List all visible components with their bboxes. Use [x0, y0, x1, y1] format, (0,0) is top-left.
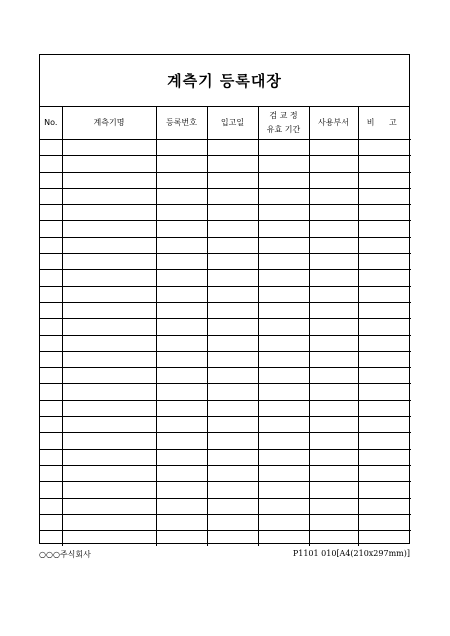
cell-no[interactable]	[40, 384, 62, 400]
cell-no[interactable]	[40, 498, 62, 514]
cell-calibration-period[interactable]	[258, 417, 309, 433]
cell-calibration-period[interactable]	[258, 270, 309, 286]
cell-receipt-date[interactable]	[207, 205, 258, 221]
cell-no[interactable]	[40, 465, 62, 481]
header-calibration-line1: 검 교 정	[269, 111, 298, 120]
cell-department[interactable]	[309, 400, 358, 416]
header-receipt-date: 입고일	[207, 107, 258, 140]
table-row	[40, 319, 411, 335]
cell-remarks[interactable]	[358, 205, 411, 221]
cell-receipt-date[interactable]	[207, 531, 258, 547]
table-row	[40, 351, 411, 367]
cell-registration-no[interactable]	[156, 335, 207, 351]
cell-receipt-date[interactable]	[207, 351, 258, 367]
cell-registration-no[interactable]	[156, 156, 207, 172]
cell-no[interactable]	[40, 319, 62, 335]
cell-receipt-date[interactable]	[207, 156, 258, 172]
cell-no[interactable]	[40, 449, 62, 465]
cell-calibration-period[interactable]	[258, 172, 309, 188]
document-title: 계측기 등록대장	[167, 72, 282, 90]
cell-registration-no[interactable]	[156, 286, 207, 302]
cell-instrument-name[interactable]	[62, 140, 156, 156]
cell-remarks[interactable]	[358, 140, 411, 156]
cell-registration-no[interactable]	[156, 172, 207, 188]
cell-no[interactable]	[40, 188, 62, 204]
header-remarks: 비 고	[358, 107, 411, 140]
cell-calibration-period[interactable]	[258, 433, 309, 449]
cell-calibration-period[interactable]	[258, 498, 309, 514]
cell-calibration-period[interactable]	[258, 156, 309, 172]
cell-calibration-period[interactable]	[258, 465, 309, 481]
cell-calibration-period[interactable]	[258, 188, 309, 204]
cell-department[interactable]	[309, 482, 358, 498]
cell-no[interactable]	[40, 302, 62, 318]
cell-remarks[interactable]	[358, 319, 411, 335]
cell-calibration-period[interactable]	[258, 140, 309, 156]
cell-calibration-period[interactable]	[258, 221, 309, 237]
cell-registration-no[interactable]	[156, 531, 207, 547]
cell-calibration-period[interactable]	[258, 449, 309, 465]
cell-receipt-date[interactable]	[207, 482, 258, 498]
cell-instrument-name[interactable]	[62, 449, 156, 465]
cell-department[interactable]	[309, 465, 358, 481]
cell-receipt-date[interactable]	[207, 237, 258, 253]
table-row	[40, 156, 411, 172]
cell-remarks[interactable]	[358, 368, 411, 384]
cell-instrument-name[interactable]	[62, 335, 156, 351]
cell-receipt-date[interactable]	[207, 400, 258, 416]
table-row	[40, 221, 411, 237]
table-row	[40, 498, 411, 514]
header-calibration-period	[258, 107, 309, 140]
cell-instrument-name[interactable]	[62, 270, 156, 286]
cell-receipt-date[interactable]	[207, 188, 258, 204]
cell-no[interactable]	[40, 351, 62, 367]
cell-no[interactable]	[40, 237, 62, 253]
cell-remarks[interactable]	[358, 531, 411, 547]
cell-department[interactable]	[309, 140, 358, 156]
cell-calibration-period[interactable]	[258, 384, 309, 400]
cell-receipt-date[interactable]	[207, 172, 258, 188]
cell-remarks[interactable]	[358, 221, 411, 237]
cell-department[interactable]	[309, 514, 358, 530]
cell-instrument-name[interactable]	[62, 188, 156, 204]
cell-remarks[interactable]	[358, 351, 411, 367]
cell-no[interactable]	[40, 335, 62, 351]
cell-department[interactable]	[309, 156, 358, 172]
cell-remarks[interactable]	[358, 188, 411, 204]
cell-calibration-period[interactable]	[258, 205, 309, 221]
cell-remarks[interactable]	[358, 417, 411, 433]
cell-registration-no[interactable]	[156, 433, 207, 449]
cell-calibration-period[interactable]	[258, 531, 309, 547]
cell-registration-no[interactable]	[156, 302, 207, 318]
cell-no[interactable]	[40, 270, 62, 286]
cell-calibration-period[interactable]	[258, 368, 309, 384]
cell-no[interactable]	[40, 433, 62, 449]
cell-receipt-date[interactable]	[207, 302, 258, 318]
table-row	[40, 368, 411, 384]
cell-remarks[interactable]	[358, 514, 411, 530]
cell-instrument-name[interactable]	[62, 221, 156, 237]
table-row	[40, 465, 411, 481]
cell-receipt-date[interactable]	[207, 465, 258, 481]
cell-receipt-date[interactable]	[207, 286, 258, 302]
cell-registration-no[interactable]	[156, 465, 207, 481]
cell-calibration-period[interactable]	[258, 351, 309, 367]
cell-receipt-date[interactable]	[207, 368, 258, 384]
table-row	[40, 417, 411, 433]
table-row	[40, 205, 411, 221]
cell-department[interactable]	[309, 335, 358, 351]
ledger-body	[40, 140, 411, 547]
cell-receipt-date[interactable]	[207, 221, 258, 237]
cell-calibration-period[interactable]	[258, 514, 309, 530]
cell-calibration-period[interactable]	[258, 302, 309, 318]
cell-instrument-name[interactable]	[62, 465, 156, 481]
cell-remarks[interactable]	[358, 286, 411, 302]
cell-receipt-date[interactable]	[207, 254, 258, 270]
cell-department[interactable]	[309, 417, 358, 433]
cell-no[interactable]	[40, 368, 62, 384]
cell-instrument-name[interactable]	[62, 417, 156, 433]
cell-receipt-date[interactable]	[207, 384, 258, 400]
cell-department[interactable]	[309, 270, 358, 286]
table-row	[40, 254, 411, 270]
cell-receipt-date[interactable]	[207, 514, 258, 530]
cell-remarks[interactable]	[358, 302, 411, 318]
cell-department[interactable]	[309, 188, 358, 204]
cell-instrument-name[interactable]	[62, 319, 156, 335]
cell-no[interactable]	[40, 254, 62, 270]
cell-instrument-name[interactable]	[62, 368, 156, 384]
cell-remarks[interactable]	[358, 270, 411, 286]
cell-remarks[interactable]	[358, 237, 411, 253]
cell-remarks[interactable]	[358, 172, 411, 188]
table-row	[40, 140, 411, 156]
cell-registration-no[interactable]	[156, 221, 207, 237]
cell-department[interactable]	[309, 286, 358, 302]
cell-no[interactable]	[40, 221, 62, 237]
cell-department[interactable]	[309, 498, 358, 514]
header-calibration-line2: 유효 기간	[266, 125, 301, 134]
cell-receipt-date[interactable]	[207, 319, 258, 335]
cell-receipt-date[interactable]	[207, 270, 258, 286]
cell-receipt-date[interactable]	[207, 449, 258, 465]
table-row	[40, 400, 411, 416]
cell-calibration-period[interactable]	[258, 335, 309, 351]
cell-registration-no[interactable]	[156, 205, 207, 221]
table-row	[40, 270, 411, 286]
cell-no[interactable]	[40, 140, 62, 156]
cell-registration-no[interactable]	[156, 482, 207, 498]
table-row	[40, 449, 411, 465]
cell-instrument-name[interactable]	[62, 254, 156, 270]
cell-department[interactable]	[309, 254, 358, 270]
table-row	[40, 286, 411, 302]
cell-instrument-name[interactable]	[62, 286, 156, 302]
ledger-table	[40, 107, 411, 546]
cell-registration-no[interactable]	[156, 514, 207, 530]
cell-department[interactable]	[309, 433, 358, 449]
cell-instrument-name[interactable]	[62, 156, 156, 172]
cell-registration-no[interactable]	[156, 254, 207, 270]
cell-registration-no[interactable]	[156, 498, 207, 514]
cell-department[interactable]	[309, 237, 358, 253]
cell-instrument-name[interactable]	[62, 384, 156, 400]
cell-instrument-name[interactable]	[62, 237, 156, 253]
cell-receipt-date[interactable]	[207, 417, 258, 433]
cell-calibration-period[interactable]	[258, 319, 309, 335]
company-name: ○○○주식회사	[39, 550, 91, 559]
cell-registration-no[interactable]	[156, 140, 207, 156]
cell-remarks[interactable]	[358, 156, 411, 172]
cell-calibration-period[interactable]	[258, 400, 309, 416]
title-area	[40, 55, 409, 107]
cell-instrument-name[interactable]	[62, 482, 156, 498]
table-row	[40, 514, 411, 530]
cell-instrument-name[interactable]	[62, 400, 156, 416]
cell-no[interactable]	[40, 156, 62, 172]
table-row	[40, 482, 411, 498]
cell-registration-no[interactable]	[156, 384, 207, 400]
table-row	[40, 335, 411, 351]
cell-remarks[interactable]	[358, 254, 411, 270]
cell-instrument-name[interactable]	[62, 433, 156, 449]
cell-registration-no[interactable]	[156, 368, 207, 384]
cell-department[interactable]	[309, 205, 358, 221]
cell-registration-no[interactable]	[156, 351, 207, 367]
cell-no[interactable]	[40, 417, 62, 433]
cell-department[interactable]	[309, 368, 358, 384]
form-code: P1101 010[A4(210x297mm)]	[292, 549, 410, 558]
cell-receipt-date[interactable]	[207, 335, 258, 351]
cell-remarks[interactable]	[358, 384, 411, 400]
cell-registration-no[interactable]	[156, 400, 207, 416]
cell-no[interactable]	[40, 286, 62, 302]
table-row	[40, 384, 411, 400]
cell-no[interactable]	[40, 400, 62, 416]
cell-instrument-name[interactable]	[62, 172, 156, 188]
cell-department[interactable]	[309, 449, 358, 465]
cell-instrument-name[interactable]	[62, 514, 156, 530]
table-row	[40, 237, 411, 253]
header-no: No.	[40, 107, 62, 140]
cell-instrument-name[interactable]	[62, 498, 156, 514]
cell-calibration-period[interactable]	[258, 286, 309, 302]
cell-department[interactable]	[309, 172, 358, 188]
header-row	[40, 107, 411, 140]
cell-registration-no[interactable]	[156, 417, 207, 433]
cell-remarks[interactable]	[358, 498, 411, 514]
cell-no[interactable]	[40, 172, 62, 188]
cell-department[interactable]	[309, 531, 358, 547]
cell-receipt-date[interactable]	[207, 140, 258, 156]
cell-remarks[interactable]	[358, 335, 411, 351]
cell-instrument-name[interactable]	[62, 302, 156, 318]
cell-no[interactable]	[40, 514, 62, 530]
cell-receipt-date[interactable]	[207, 498, 258, 514]
cell-registration-no[interactable]	[156, 188, 207, 204]
cell-registration-no[interactable]	[156, 270, 207, 286]
header-registration-no: 등록번호	[156, 107, 207, 140]
cell-department[interactable]	[309, 221, 358, 237]
table-row	[40, 302, 411, 318]
cell-registration-no[interactable]	[156, 319, 207, 335]
cell-no[interactable]	[40, 531, 62, 547]
cell-calibration-period[interactable]	[258, 237, 309, 253]
cell-remarks[interactable]	[358, 400, 411, 416]
cell-instrument-name[interactable]	[62, 351, 156, 367]
cell-instrument-name[interactable]	[62, 531, 156, 547]
table-row	[40, 172, 411, 188]
cell-remarks[interactable]	[358, 433, 411, 449]
cell-receipt-date[interactable]	[207, 433, 258, 449]
cell-registration-no[interactable]	[156, 237, 207, 253]
cell-calibration-period[interactable]	[258, 254, 309, 270]
cell-department[interactable]	[309, 351, 358, 367]
ledger-form	[39, 54, 410, 544]
cell-remarks[interactable]	[358, 482, 411, 498]
cell-no[interactable]	[40, 205, 62, 221]
cell-department[interactable]	[309, 319, 358, 335]
cell-calibration-period[interactable]	[258, 482, 309, 498]
cell-department[interactable]	[309, 302, 358, 318]
header-instrument-name: 계측기명	[62, 107, 156, 140]
header-department: 사용부서	[309, 107, 358, 140]
cell-remarks[interactable]	[358, 465, 411, 481]
table-row	[40, 531, 411, 547]
table-row	[40, 433, 411, 449]
cell-no[interactable]	[40, 482, 62, 498]
cell-remarks[interactable]	[358, 449, 411, 465]
table-row	[40, 188, 411, 204]
cell-department[interactable]	[309, 384, 358, 400]
cell-instrument-name[interactable]	[62, 205, 156, 221]
cell-registration-no[interactable]	[156, 449, 207, 465]
